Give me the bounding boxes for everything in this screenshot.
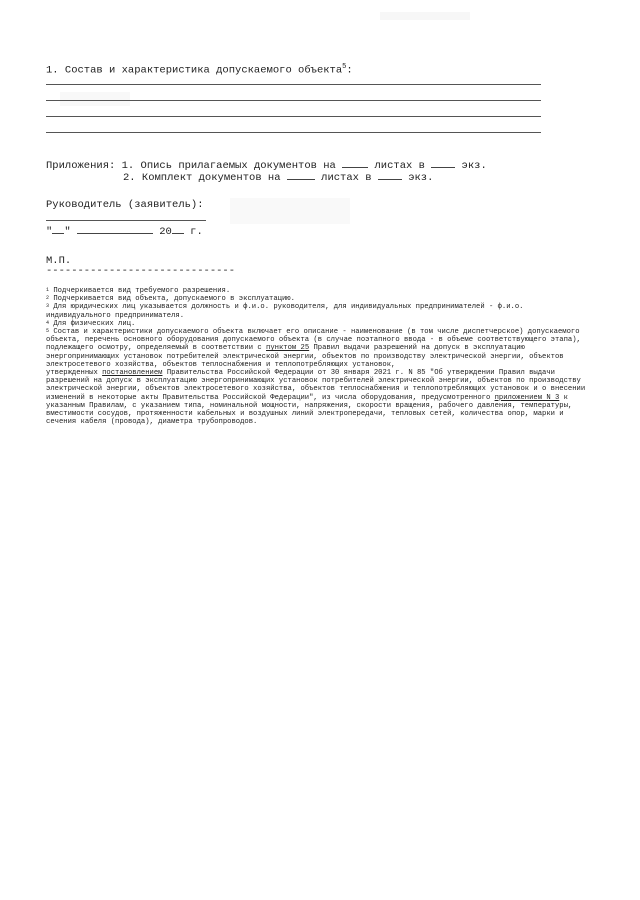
copies-blank-2[interactable] [378, 170, 402, 180]
footnote-4 [46, 320, 586, 328]
section1-heading [46, 61, 353, 77]
attachment-item-2-mid: листах в [321, 172, 372, 184]
footnote-number: 3 [46, 303, 50, 310]
footnote-5-text-3: утвержденных [46, 369, 98, 378]
footnote-5-text-1: Состав и характеристики допускаемого объекта включает его описание - наименование (в том числе диспетчерское) допускаемого объекта, перечень основного оборудования допускаемого объекта (в случае поэтапного ввода - в объеме соответствующего этапа), подлежащего осмотру, определяемый в соответствии с [46, 328, 581, 353]
footnote-5-text-2: Правил выдачи разрешений на допуск в эксплуатацию энергопринимающих установок потребителей электрической энергии, объектов по производству электрической энергии, объектов электросетевого хозяйства, объектов теплоснабжения и теплопотребляющих установок, [46, 344, 564, 369]
date-quote-close: " [64, 226, 71, 238]
attachment-item-1-unit: экз. [461, 160, 487, 172]
attachment-item-1: 1. Опись прилагаемых документов на [121, 160, 336, 172]
footnote-5 [46, 328, 586, 426]
attachment-item-2: 2. Комплект документов на [123, 172, 281, 184]
footnote-number: 1 [46, 287, 50, 293]
footnote-text: Подчеркивается вид объекта, допускаемого в эксплуатацию. [53, 295, 295, 304]
blank-line-1 [46, 84, 541, 85]
stamp-label: М.П. [46, 255, 72, 267]
year-suffix: г. [190, 226, 203, 238]
day-blank[interactable] [52, 224, 64, 234]
sheets-blank-1[interactable] [342, 158, 368, 168]
blank-line-2 [46, 100, 541, 101]
month-blank[interactable] [77, 224, 153, 234]
attachments-line-2 [123, 170, 433, 184]
copies-blank-1[interactable] [431, 158, 455, 168]
footnote-5-text-5: к указанным Правилам, с указанием типа, номинальной мощности, напряжения, скорости вращения, рабочего давления, температуры, вместимости сосудов, протяженности кабельных и воздушных линий электропередачи, тепловых сетей, количества опор, марки и сечения кабеля (провода), диаметра трубопроводов. [46, 393, 573, 427]
section1-colon: : [346, 64, 353, 77]
footnote-number: 4 [46, 319, 50, 326]
link-point-25[interactable]: пунктом 25 [266, 344, 310, 353]
footnote-5-text-4: Правительства Российской Федерации от 30 января 2021 г. N 85 "Об утверждении Правил выдачи разрешений на допуск в эксплуатацию энергопринимающих установок потребителей электрической энергии, объектов по производству электрической энергии, объектов электросетевого хозяйства, объектов теплоснабжения и теплопотребляющих установок и о внесении изменений в некоторые акты Правительства Российской Федерации", из числа оборудования, предусмотренного [46, 369, 586, 402]
signature-label: Руководитель (заявитель): [46, 199, 204, 211]
link-appendix-3[interactable]: приложением N 3 [494, 393, 560, 402]
footnote-ref-5: 5 [342, 63, 347, 71]
date-line [46, 224, 203, 238]
link-resolution[interactable]: постановлением [102, 369, 163, 378]
footnotes [46, 287, 586, 426]
attachment-item-1-mid: листах в [374, 160, 425, 172]
scan-noise [230, 198, 350, 224]
signature-line[interactable] [46, 220, 206, 221]
footnote-text: Для юридических лиц указывается должность и ф.и.о. руководителя, для индивидуальных предпринимателей - ф.и.о. индивидуального предпринимателя. [46, 303, 524, 320]
scan-noise [60, 92, 130, 106]
date-quote-open: " [46, 226, 53, 238]
footnote-3 [46, 303, 586, 319]
year-prefix: 20 [159, 226, 172, 238]
blank-line-4 [46, 132, 541, 133]
sheets-blank-2[interactable] [287, 170, 315, 180]
attachments-label: Приложения: [46, 160, 116, 172]
blank-line-3 [46, 116, 541, 117]
section1-title: 1. Состав и характеристика допускаемого объекта [46, 64, 343, 77]
year-blank[interactable] [172, 224, 184, 234]
footnote-text: Подчеркивается вид требуемого разрешения. [53, 287, 231, 295]
footnote-number: 2 [46, 295, 50, 302]
footnote-number: 5 [46, 328, 50, 335]
footnote-text: Для физических лиц. [53, 319, 136, 328]
scan-noise [380, 12, 470, 20]
footnote-1 [46, 287, 586, 295]
stamp-separator: ------------------------------ [46, 265, 236, 277]
attachment-item-2-unit: экз. [408, 172, 434, 184]
